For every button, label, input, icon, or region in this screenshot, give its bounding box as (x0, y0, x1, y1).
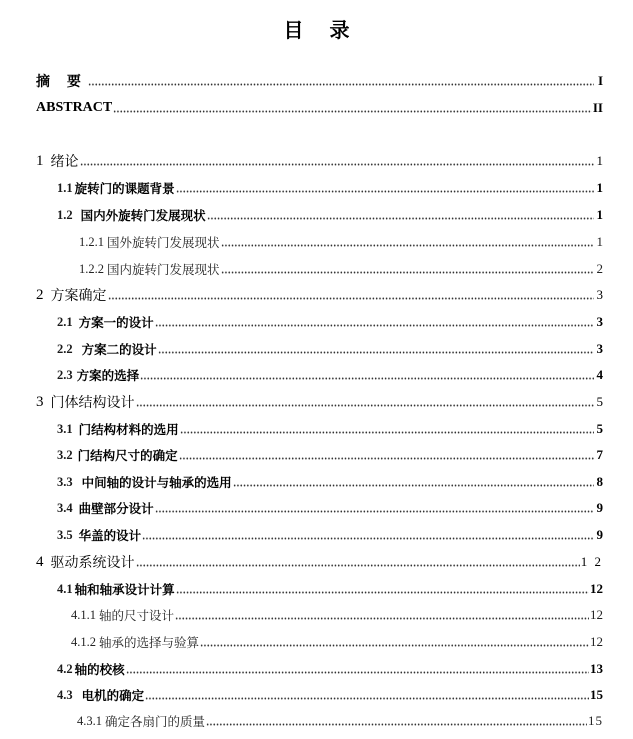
toc-entry-label: ABSTRACT (36, 100, 113, 115)
toc-entry-label: 电机的确定 (81, 688, 145, 703)
toc-entry-label: 轴承的选择与验算 (99, 635, 200, 650)
toc-page-number: 7 (596, 447, 603, 462)
toc-page-number: II (592, 100, 603, 115)
toc-page-number: 3 (596, 341, 603, 356)
toc-entry-label: 中间轴的设计与轴承的选用 (81, 475, 232, 490)
toc-entry-number: 1.2.2 (79, 261, 104, 276)
toc-entry-subsection-4-1-1[interactable] (0, 604, 633, 626)
toc-entry-number: 3.2 (57, 447, 73, 462)
toc-entry-number: 3.3 (57, 474, 73, 489)
toc-entry-section-3-4[interactable] (0, 497, 633, 519)
toc-page-number: 1 2 (580, 554, 603, 569)
dot-leader (179, 448, 594, 462)
toc-entry-label: 方案二的设计 (81, 342, 157, 357)
toc-entry-label: 轴的校核 (74, 662, 125, 677)
toc-page-number: 3 (596, 314, 603, 329)
dot-leader (136, 555, 580, 569)
dot-leader (80, 154, 595, 168)
toc-entry-subsection-1-2-2[interactable] (0, 258, 633, 280)
toc-entry-number: 2.1 (57, 314, 73, 329)
toc-entry-label: 驱动系统设计 (50, 555, 135, 571)
dot-leader (176, 181, 594, 195)
toc-entry-label: 门结构材料的选用 (78, 422, 179, 437)
toc-entry-number: 2.2 (57, 341, 73, 356)
toc-entry-number: 1.2 (57, 207, 73, 222)
toc-entry-number: 4.1.1 (71, 607, 96, 622)
toc-page-number: 2 (596, 261, 603, 276)
dot-leader (180, 422, 594, 436)
toc-entry-label: 轴的尺寸设计 (99, 608, 175, 623)
toc-entry-number: 4.2 (57, 661, 73, 676)
toc-page-number: 12 (590, 581, 603, 596)
toc-entry-section-3-3[interactable] (0, 471, 633, 493)
toc-entry-section-4-2[interactable] (0, 658, 633, 680)
dot-leader (207, 208, 594, 222)
dot-leader (126, 662, 589, 676)
toc-entry-label: 确定各扇门的质量 (105, 714, 206, 729)
toc-entry-number: 1.1 (57, 180, 73, 195)
toc-entry-number: 3.4 (57, 500, 73, 515)
toc-entry-section-2-2[interactable] (0, 338, 633, 360)
toc-entry-number: 4.1 (57, 581, 73, 596)
dot-leader (206, 714, 587, 728)
toc-page-number: 5 (596, 421, 603, 436)
toc-entry-label: 绪论 (50, 154, 79, 170)
dot-leader (145, 688, 589, 702)
dot-leader (175, 608, 589, 622)
toc-entry-label: 门体结构设计 (50, 395, 135, 411)
toc-entry-number: 1.2.1 (79, 234, 104, 249)
toc-entry-chapter-3[interactable] (0, 391, 633, 413)
toc-entry-chapter-4[interactable] (0, 551, 633, 573)
toc-entry-section-3-2[interactable] (0, 444, 633, 466)
dot-leader (221, 262, 594, 276)
toc-entry-label: 曲壁部分设计 (78, 501, 154, 516)
toc-page-number: 3 (596, 287, 603, 302)
toc-entry-section-4-3[interactable] (0, 684, 633, 706)
toc-entry-number: 2 (36, 286, 44, 303)
toc-page-number: I (597, 73, 603, 88)
toc-entry-number: 3.1 (57, 421, 73, 436)
toc-entry-label: 方案的选择 (76, 368, 140, 383)
toc-entry-label: 旋转门的课题背景 (74, 181, 175, 196)
toc-page-number: 9 (596, 527, 603, 542)
toc-entry-label: 华盖的设计 (78, 528, 142, 543)
toc-entry-number: 4.3 (57, 687, 73, 702)
toc-page-number: 15 (590, 687, 603, 702)
toc-entry-subsection-4-1-2[interactable] (0, 631, 633, 653)
toc-page-number: 13 (590, 661, 603, 676)
toc-page-number: 1 (596, 180, 603, 195)
toc-page-number: 1 (596, 234, 603, 249)
dot-leader (108, 288, 595, 302)
toc-page-number: 12 (590, 634, 603, 649)
dot-leader (140, 368, 594, 382)
toc-entry-number: 4.3.1 (77, 713, 102, 728)
toc-entry-section-4-1[interactable] (0, 578, 633, 600)
dot-leader (176, 582, 589, 596)
toc-entry-section-1-2[interactable] (0, 204, 633, 226)
dot-leader (155, 501, 594, 515)
toc-entry-label: 门结构尺寸的确定 (77, 448, 178, 463)
toc-page-number: 4 (596, 367, 603, 382)
toc-entry-section-2-3[interactable] (0, 364, 633, 386)
toc-entry-section-1-1[interactable] (0, 177, 633, 199)
dot-leader (155, 315, 594, 329)
toc-entry-subsection-1-2-1[interactable] (0, 231, 633, 253)
dot-leader (88, 74, 594, 88)
toc-entry-number: 3.5 (57, 527, 73, 542)
toc-entry-section-3-5[interactable] (0, 524, 633, 546)
dot-leader (221, 235, 594, 249)
toc-entry-abstract-en[interactable] (0, 97, 633, 119)
toc-page-number: 8 (596, 474, 603, 489)
toc-entry-label: 摘 要 (36, 74, 87, 90)
dot-leader (233, 475, 594, 489)
toc-entry-number: 4.1.2 (71, 634, 96, 649)
page-title: 目录 (283, 18, 376, 42)
dot-leader (200, 635, 589, 649)
toc-entry-chapter-2[interactable] (0, 284, 633, 306)
toc-page-number: 15 (588, 713, 603, 728)
toc-entry-section-2-1[interactable] (0, 311, 633, 333)
dot-leader (136, 395, 595, 409)
toc-entry-number: 4 (36, 553, 44, 570)
toc-entry-number: 2.3 (57, 367, 73, 382)
toc-entry-number: 1 (36, 152, 44, 169)
toc-entry-abstract-cn[interactable] (0, 70, 633, 92)
toc-entry-subsection-4-3-1[interactable] (0, 710, 633, 732)
toc-entry-label: 方案确定 (50, 288, 107, 304)
dot-leader (142, 528, 594, 542)
toc-entry-label: 国内外旋转门发展现状 (80, 208, 206, 223)
toc-entry-label: 方案一的设计 (78, 315, 154, 330)
toc-entry-label: 国外旋转门发展现状 (107, 235, 220, 250)
toc-entry-label: 轴和轴承设计计算 (74, 582, 175, 597)
toc-page-number: 5 (596, 394, 603, 409)
toc-entry-section-3-1[interactable] (0, 418, 633, 440)
toc-page-number: 9 (596, 500, 603, 515)
toc-page-number: 12 (590, 607, 603, 622)
dot-leader (113, 101, 592, 115)
toc-entry-label: 国内旋转门发展现状 (107, 262, 220, 277)
toc-page-number: 1 (596, 207, 603, 222)
toc-entry-chapter-1[interactable] (0, 150, 633, 172)
toc-page-number: 1 (596, 153, 603, 168)
toc-entry-number: 3 (36, 393, 44, 410)
dot-leader (158, 342, 594, 356)
